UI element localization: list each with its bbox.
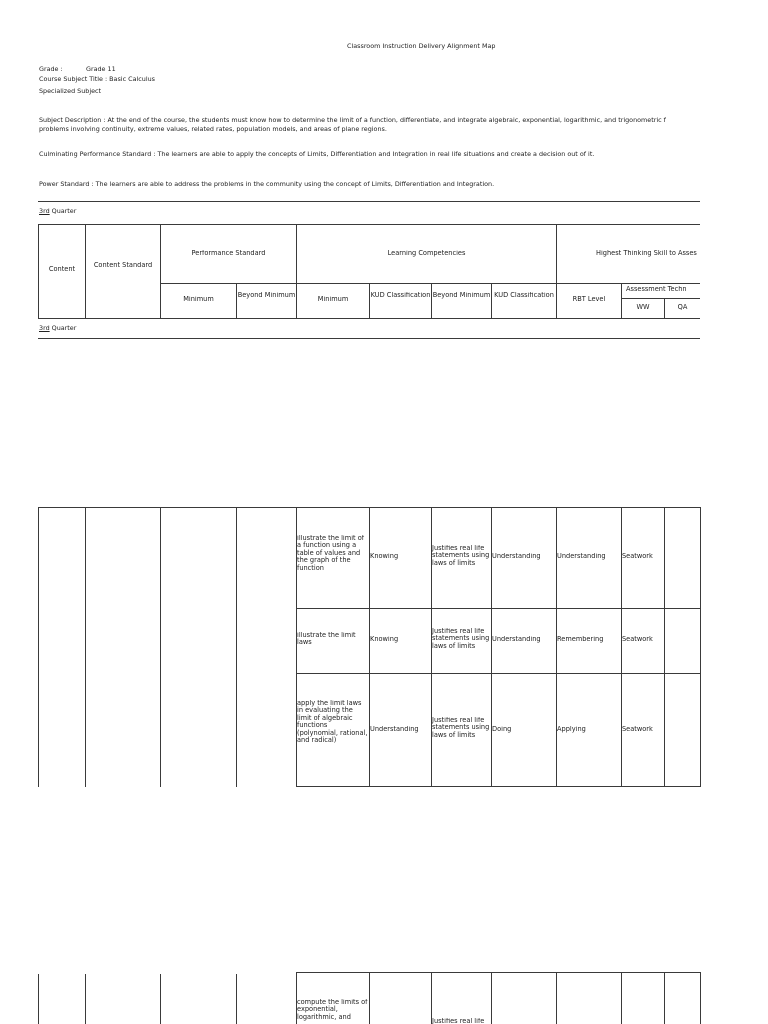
row-rbt: Applying (557, 726, 586, 733)
header-lc-beyond: Beyond Minimum (432, 292, 491, 299)
header-kud-min: KUD Classification (370, 292, 431, 299)
header-rbt-level: RBT Level (572, 296, 606, 303)
header-ps-beyond: Beyond Minimum (237, 292, 296, 299)
row-lc-minimum: illustrate the limit laws (297, 632, 356, 647)
header-lc-minimum: Minimum (317, 296, 349, 303)
row-kud-beyond: Understanding (492, 636, 541, 643)
header-performance-standard: Performance Standard (191, 250, 266, 257)
quarter-label (39, 208, 76, 215)
row-ww: Seatwork (622, 726, 653, 733)
header-highest-thinking: Highest Thinking Skill to Asses (596, 250, 697, 257)
quarter-suffix: Quarter (49, 324, 77, 332)
grade-value: Grade 11 (86, 65, 116, 73)
quarter-prefix: 3rd (39, 207, 50, 215)
header-assessment-technique: Assessment Techn (626, 286, 687, 293)
subject-description-line1: Subject Description : At the end of the course, the students must know how to determine the limit of a function, differentiate, and integrate algebraic, exponential, logarithmic, and trigonometric f (39, 116, 666, 124)
header-learning-competencies: Learning Competencies (387, 250, 466, 257)
row-kud-min: Knowing (370, 553, 399, 560)
quarter-prefix: 3rd (39, 324, 50, 332)
header-content-standard: Content Standard (93, 262, 153, 269)
row-lc-beyond: Justifies real life statements using laws of limits (432, 628, 490, 650)
row-kud-beyond: Understanding (492, 553, 541, 560)
row-ww: Seatwork (622, 553, 653, 560)
row-lc-beyond: Justifies real life statements using laws of limits (432, 717, 490, 739)
row-lc-minimum: apply the limit laws in evaluating the limit of algebraic functions (polynomial, rational, and radical) (297, 700, 368, 745)
row-ww: Seatwork (622, 636, 653, 643)
power-standard: Power Standard : The learners are able to address the problems in the community using the concept of Limits, Differentiation and Integration. (39, 180, 495, 188)
page-title: Classroom Instruction Delivery Alignment Map (347, 42, 496, 50)
subject-description-line2: problems involving continuity, extreme values, related rates, population models, and areas of plane regions. (39, 125, 387, 133)
quarter-suffix: Quarter (49, 207, 77, 215)
grade-label: Grade : (39, 65, 63, 73)
row-lc-beyond: Justifies real life statements using laws of limits (432, 545, 490, 567)
header-kud-beyond: KUD Classification (494, 292, 554, 299)
course-title: Course Subject Title : Basic Calculus (39, 75, 155, 83)
quarter-label (39, 325, 76, 332)
row-lc-minimum: illustrate the limit of a function using a table of values and the graph of the function (297, 535, 365, 572)
header-ww: WW (636, 304, 650, 311)
row-kud-min: Knowing (370, 636, 399, 643)
row-kud-min: Understanding (370, 726, 419, 733)
row-lc-beyond: Justifies real life (432, 1018, 485, 1024)
header-ps-minimum: Minimum (183, 296, 214, 303)
row-kud-beyond: Doing (492, 726, 512, 733)
row-rbt: Understanding (557, 553, 606, 560)
header-content: Content (48, 266, 76, 273)
row-rbt: Remembering (557, 636, 604, 643)
specialized-subject: Specialized Subject (39, 87, 102, 95)
header-qa: QA (677, 304, 688, 311)
row-lc-minimum: compute the limits of exponential, logarithmic, and (297, 999, 368, 1021)
culminating-standard: Culminating Performance Standard : The learners are able to apply the concepts of Limits, Differentiation and Integration in real life situations and create a decision out of it. (39, 150, 595, 158)
